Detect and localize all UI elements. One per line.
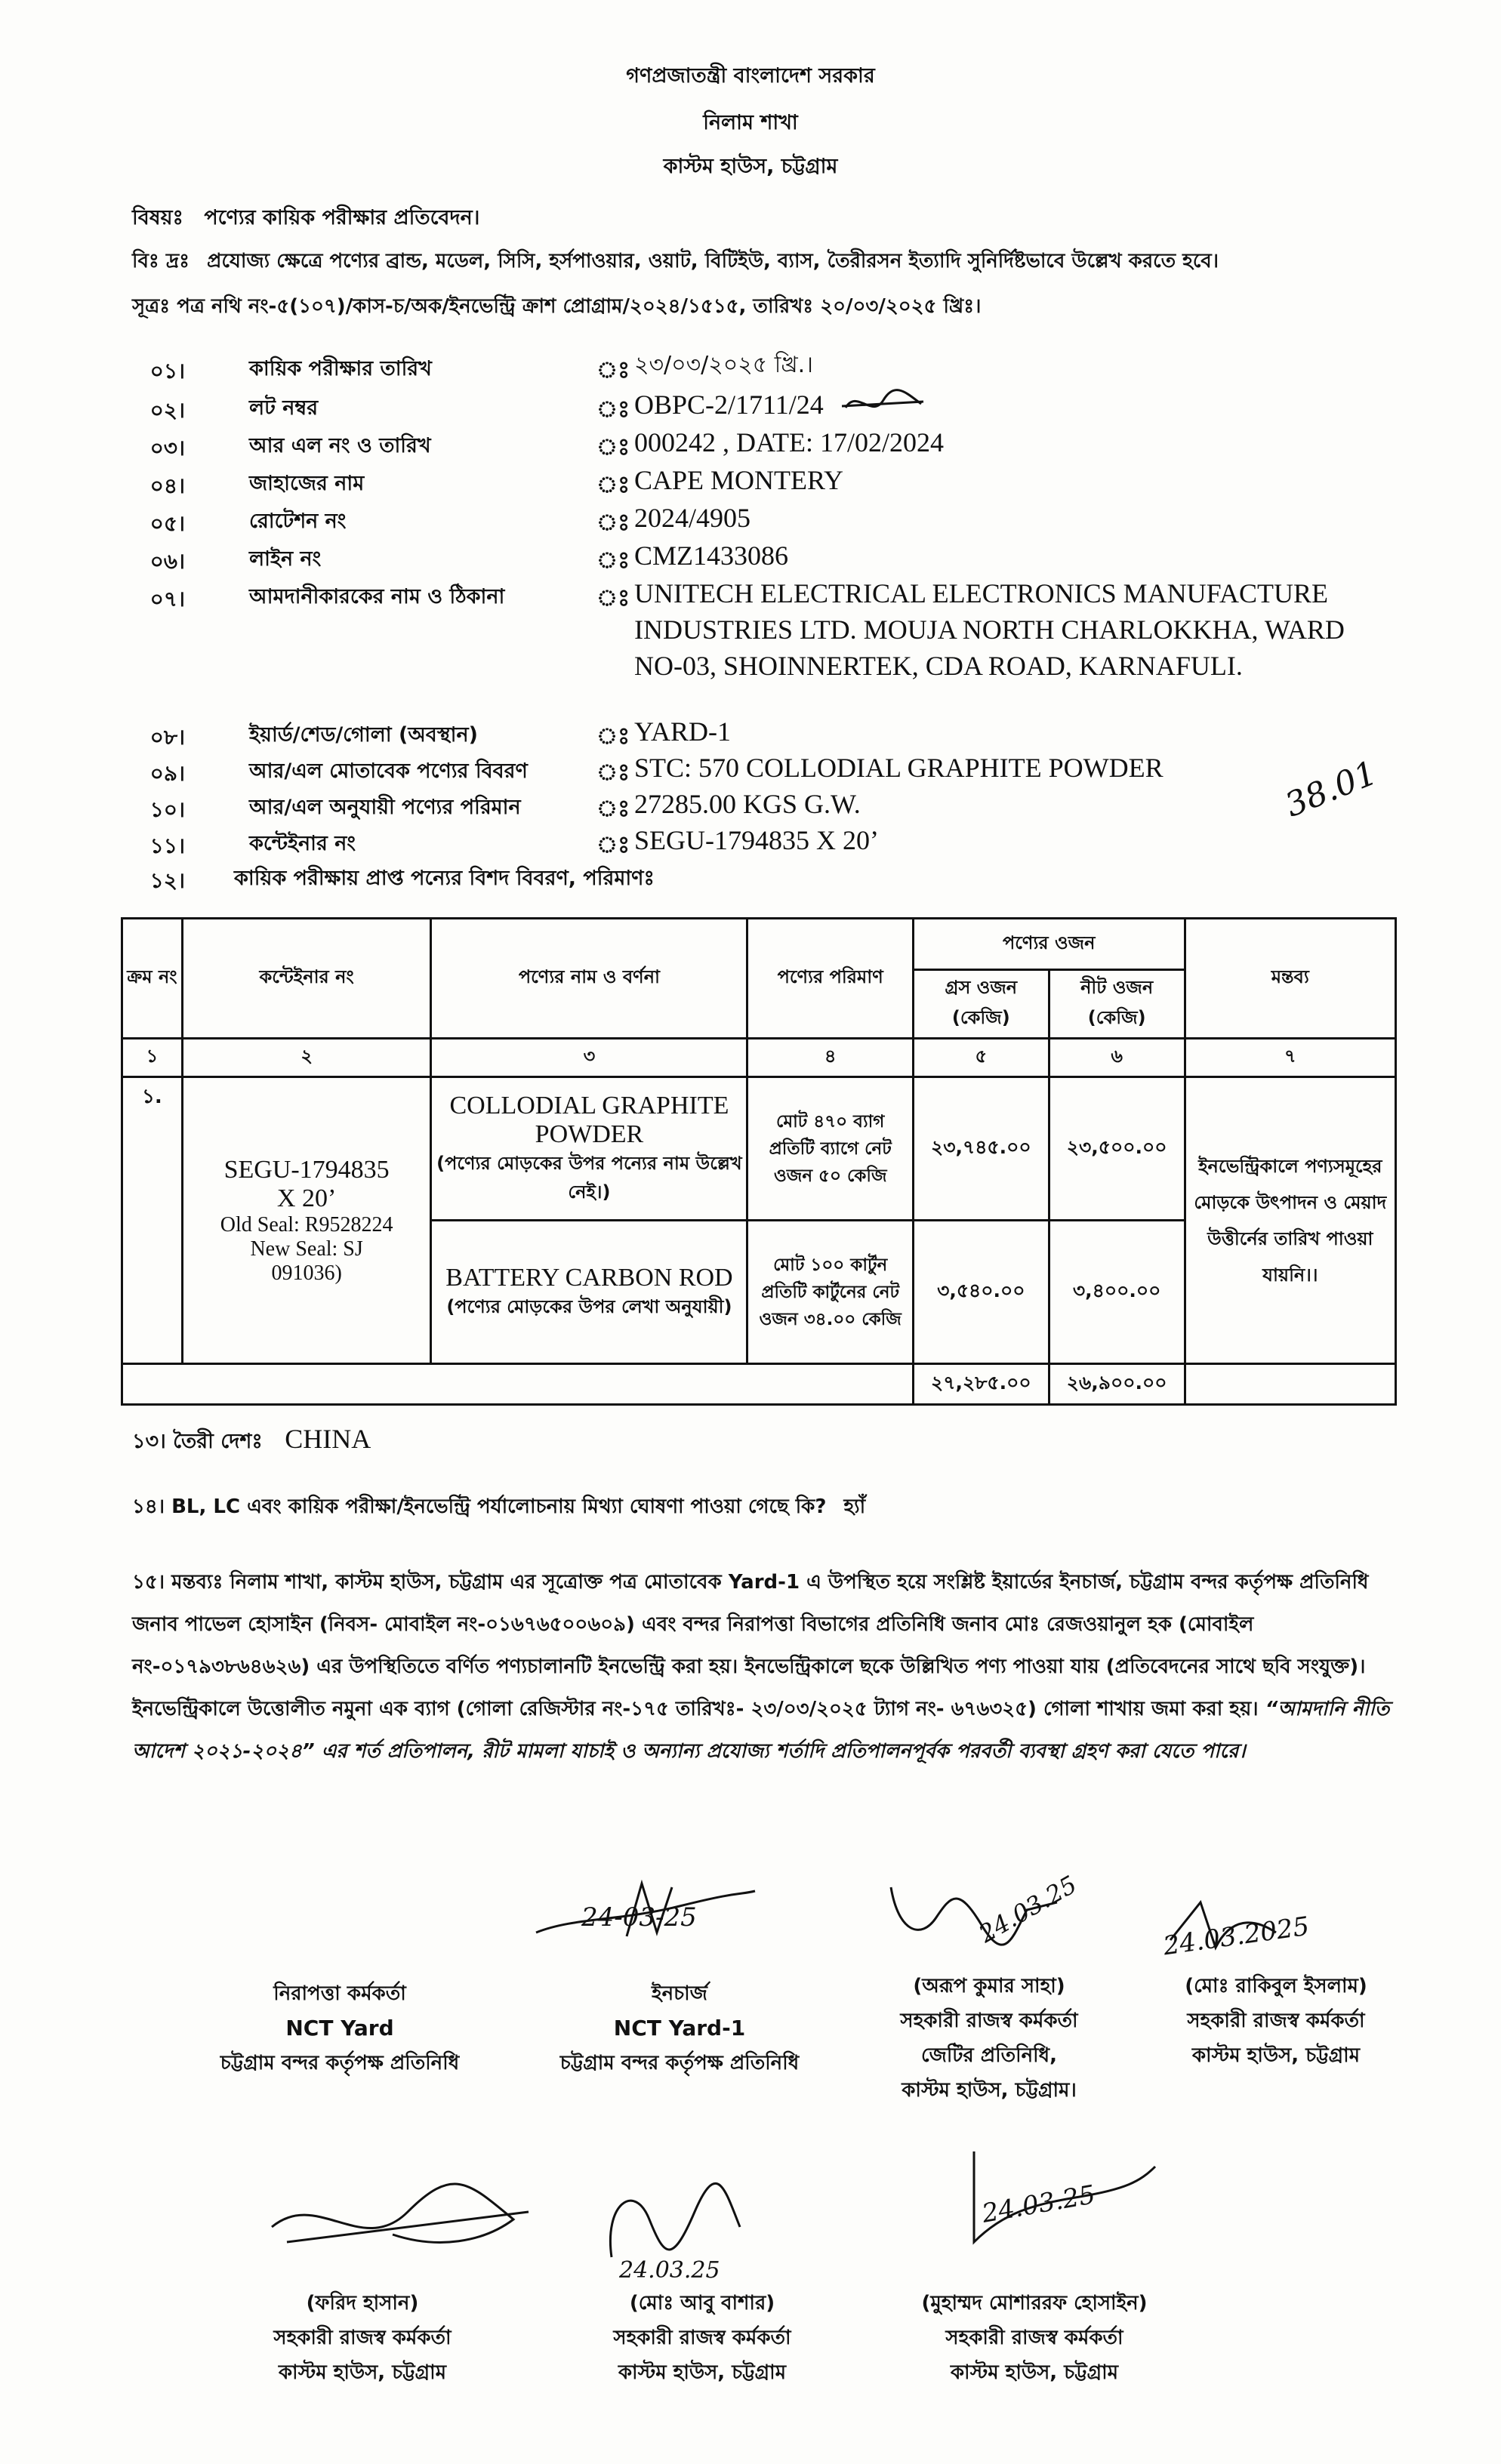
field-value-container: SEGU-1794835 X 20’ [634, 825, 879, 855]
field-value-quantity: 27285.00 KGS G.W. [634, 789, 861, 819]
field-value-rl-number: 000242 , DATE: 17/02/2024 [634, 427, 944, 457]
field-colon: ঃ [596, 434, 630, 460]
col-number: ৬ [1049, 1039, 1185, 1077]
quantity-cell: মোট ১০০ কার্টুন প্রতিটি কার্টুনের নেট ওজন ৩৪.০০ কেজি [747, 1221, 913, 1364]
col-header-quantity: পণ্যের পরিমাণ [747, 919, 913, 1039]
signatory-name: (মুহাম্মদ মোশাররফ হোসাইন) [921, 2292, 1148, 2315]
row-sl: ১. [122, 1077, 183, 1364]
gross-cell: ৩,৫৪০.০০ [913, 1221, 1049, 1364]
col-header-gross: গ্রস ওজন (কেজি) [913, 970, 1049, 1039]
field-no: ০৫। [149, 511, 185, 536]
signatory-name: (ফরিদ হাসান) [306, 2292, 419, 2315]
signatory-name: (মোঃ আবু বাশার) [629, 2292, 775, 2315]
field-value-vessel: CAPE MONTERY [634, 465, 844, 495]
field-label: লট নম্বর [249, 396, 319, 420]
field-colon: ঃ [596, 396, 630, 423]
signatory-line3: কাস্টম হাউস, চট্টগ্রাম [618, 2361, 787, 2384]
field-value-exam-date: ২৩/০৩/২০২৫ খ্রি.। [634, 352, 813, 378]
field-no: ০৬। [149, 549, 185, 574]
note-text: প্রযোজ্য ক্ষেত্রে পণ্যের ব্রান্ড, মডেল, সিসি, হর্সপাওয়ার, ওয়াট, বিটিইউ, ব্যাস, তৈরীরসন ইত্যাদি সুনির্দিষ্টভাবে উল্লেখ করতে হবে। [207, 250, 1219, 273]
field-label: রোটেশন নং [249, 510, 347, 533]
container-no: SEGU-1794835 [223, 1155, 390, 1184]
container-cell [182, 1077, 431, 1364]
field-value-lot-number: OBPC-2/1711/24 [634, 390, 824, 420]
item14-label: ১৪। BL, LC এবং কায়িক পরীক্ষা/ইনভেন্ট্রি পর্যালোচনায় মিথ্যা ঘোষণা পাওয়া গেছে কি? [132, 1495, 827, 1518]
item15-paragraph [132, 1561, 1401, 1773]
col-number: ৪ [747, 1039, 913, 1077]
net-cell: ৩,৪০০.০০ [1049, 1221, 1185, 1364]
signatory-line3: চট্টগ্রাম বন্দর কর্তৃপক্ষ প্রতিনিধি [559, 2052, 800, 2074]
field-label: জাহাজের নাম [249, 472, 365, 495]
field-no: ১২। [149, 868, 185, 893]
field-value-line-no: CMZ1433086 [634, 541, 789, 571]
total-gross: ২৭,২৮৫.০০ [913, 1364, 1049, 1405]
item14-line [132, 1491, 865, 1524]
margin-handwritten-note: 38.01 [1280, 753, 1382, 825]
field-no: ১১। [149, 833, 185, 858]
goods-desc: (পণ্যের মোড়কের উপর লেখা অনুযায়ী) [446, 1295, 732, 1317]
field-label: লাইন নং [249, 547, 322, 571]
signature-scribble [257, 2174, 544, 2280]
field-label: আর/এল মোতাবেক পণ্যের বিবরণ [249, 759, 528, 783]
quantity-cell: মোট ৪৭০ ব্যাগ প্রতিটি ব্যাগে নেট ওজন ৫০ কেজি [747, 1077, 913, 1221]
table-row [122, 1077, 1396, 1221]
field-no: ০৭। [149, 587, 185, 611]
field-no: ০৯। [149, 761, 185, 786]
signature-block-incharge [521, 1978, 838, 2081]
reference-line: সূত্রঃ পত্র নথি নং-৫(১০৭)/কাস-চ/অক/ইনভেন্ট্রি ক্রাশ প্রোগ্রাম/২০২৪/১৫১৫, তারিখঃ ২০/০৩/২০২৫ খ্রিঃ। [132, 295, 982, 318]
item15-text: ১৫। মন্তব্যঃ নিলাম শাখা, কাস্টম হাউস, চট্টগ্রাম এর সূত্রোক্ত পত্র মোতাবেক Yard-1 এ উপস্থিত হয়ে সংশ্লিষ্ট ইয়ার্ডের ইনচার্জ, চট্টগ্রাম বন্দর কর্তৃপক্ষ প্রতিনিধি জনাব পাভেল হোসাইন (নিবস- মোবাইল নং-০১৬৭৬৫০০৬০৯) এবং বন্দর নিরাপত্তা বিভাগের প্রতিনিধি জনাব মোঃ রেজওয়ানুল হক (মোবাইল নং-০১৭৯৩৮৬৪৬২৬) এর উপস্থিতিতে বর্ণিত পণ্যচালানটি ইনভেন্ট্রি করা হয়। ইনভেন্ট্রিকালে ছকে উল্লিখিত পণ্য পাওয়া যায় (প্রতিবেদনের সাথে ছবি সংযুক্ত)। ইনভেন্ট্রিকালে উত্তোলীত নমুনা এক ব্যাগ (গোলা রেজিস্টার নং-১৭৫ তারিখঃ- ২৩/০৩/২০২৫ ট্যাগ নং- ৬৭৬৩২৫) গোলা শাখায় জমা করা হয়। [132, 1571, 1369, 1720]
goods-cell [431, 1221, 747, 1364]
signatory-line2: সহকারী রাজস্ব কর্মকর্তা [945, 2327, 1123, 2349]
subject-text: পণ্যের কায়িক পরীক্ষার প্রতিবেদন। [204, 206, 480, 229]
item15-italic-text: “আমদানি নীতি আদেশ ২০২১-২০২৪” এর শর্ত প্রতিপালন, রীট মামলা যাচাই ও অন্যান্য প্রযোজ্য শর্তাদি প্রতিপালনপূর্বক পরবর্তী ব্যবস্থা গ্রহণ করা যেতে পারে। [132, 1698, 1390, 1763]
field-value-yard: YARD-1 [634, 716, 732, 747]
total-row [122, 1364, 1396, 1405]
gross-cell: ২৩,৭৪৫.০০ [913, 1077, 1049, 1221]
lot-correction-scribble [842, 385, 925, 423]
origin-value: CHINA [285, 1424, 371, 1454]
subject-line [132, 202, 479, 236]
header-section: নিলাম শাখা [703, 111, 798, 134]
signatory-line3: জেটির প্রতিনিধি, [921, 2044, 1057, 2067]
signature-block-mosharraf [868, 2287, 1200, 2390]
new-seal: New Seal: SJ 091036) [250, 1237, 363, 1285]
signature-block-jetty [846, 1970, 1133, 2108]
field-colon: ঃ [596, 585, 630, 611]
col-header-net: নীট ওজন (কেজি) [1049, 970, 1185, 1039]
signature-date: 24.03.25 [979, 2179, 1098, 2229]
signatory-line2: সহকারী রাজস্ব কর্মকর্তা [900, 2010, 1078, 2032]
container-size: X 20’ [276, 1184, 337, 1212]
signatory-name: নিরাপত্তা কর্মকর্তা [273, 1982, 406, 2005]
net-cell: ২৩,৫০০.০০ [1049, 1077, 1185, 1221]
signatory-line2: সহকারী রাজস্ব কর্মকর্তা [1187, 2010, 1365, 2032]
col-number: ৭ [1185, 1039, 1395, 1077]
subject-label: বিষয়ঃ [132, 206, 183, 229]
note-line [132, 245, 1416, 279]
field-label: কন্টেইনার নং [249, 832, 356, 855]
field-colon: ঃ [596, 547, 630, 574]
signature-block-security [189, 1978, 491, 2081]
field-no: ১০। [149, 797, 185, 822]
field-colon: ঃ [596, 510, 630, 536]
field-colon: ঃ [596, 472, 630, 498]
header-office: কাস্টম হাউস, চট্টগ্রাম [663, 155, 838, 178]
old-seal: Old Seal: R9528224 [220, 1212, 393, 1237]
field-no: ০৮। [149, 725, 185, 750]
note-label: বিঃ দ্রঃ [132, 250, 190, 273]
col-header-sl: ক্রম নং [122, 919, 183, 1039]
signatory-line3: চট্টগ্রাম বন্দর কর্তৃপক্ষ প্রতিনিধি [220, 2052, 460, 2074]
field-no: ০৩। [149, 436, 185, 460]
field-no: ০২। [149, 398, 185, 423]
field-colon: ঃ [596, 832, 630, 858]
signatory-line4: কাস্টম হাউস, চট্টগ্রাম। [902, 2079, 1077, 2102]
col-number: ১ [122, 1039, 183, 1077]
total-net: ২৬,৯০০.০০ [1049, 1364, 1185, 1405]
signature-block-bashar [559, 2287, 846, 2390]
col-number: ৫ [913, 1039, 1049, 1077]
field-label: কায়িক পরীক্ষায় প্রাপ্ত পন্যের বিশদ বিবরণ, পরিমাণঃ [234, 867, 655, 890]
signature-date: 24-03-25 [581, 1902, 697, 1933]
goods-name: BATTERY CARBON ROD [445, 1263, 733, 1292]
field-value-importer: UNITECH ELECTRICAL ELECTRONICS MANUFACTURE INDUSTRIES LTD. MOUJA NORTH CHARLOKKHA, WARD NO-03, SHOINNERTEK, CDA ROAD, KARNAFULI. [634, 578, 1345, 681]
field-colon: ঃ [596, 357, 630, 383]
field-no: ০৪। [149, 473, 185, 498]
signatory-line2: NCT Yard-1 [613, 2016, 746, 2040]
signature-date: 24.03.2025 [1161, 1911, 1311, 1962]
inventory-table [121, 917, 1397, 1406]
remarks-cell: ইনভেন্ট্রিকালে পণ্যসমূহের মোড়কে উৎপাদন ও মেয়াদ উত্তীর্নের তারিখ পাওয়া যায়নি।। [1185, 1077, 1395, 1364]
field-label: আর/এল অনুযায়ী পণ্যের পরিমান [249, 796, 521, 819]
goods-desc: (পণ্যের মোড়কের উপর পন্যের নাম উল্লেখ নেই।) [436, 1152, 742, 1203]
signatory-line3: কাস্টম হাউস, চট্টগ্রাম [1191, 2044, 1361, 2067]
field-label: আমদানীকারকের নাম ও ঠিকানা [249, 585, 505, 608]
field-colon: ঃ [596, 723, 630, 750]
signature-block-farid [219, 2287, 506, 2390]
col-header-container: কন্টেইনার নং [182, 919, 431, 1039]
signature-block-customs [1133, 1970, 1419, 2073]
col-header-weight-group: পণ্যের ওজন [913, 919, 1185, 970]
signatory-line2: NCT Yard [285, 2016, 394, 2040]
field-value-goods-desc: STC: 570 COLLODIAL GRAPHITE POWDER [634, 753, 1164, 783]
signature-date: 24.03.25 [974, 1869, 1082, 1949]
col-number: ৩ [431, 1039, 747, 1077]
col-header-remarks: মন্তব্য [1185, 919, 1395, 1039]
signature-date: 24.03.25 [619, 2257, 720, 2284]
col-header-goods: পণ্যের নাম ও বর্ণনা [431, 919, 747, 1039]
signatory-line2: সহকারী রাজস্ব কর্মকর্তা [613, 2327, 791, 2349]
signatory-name: (মোঃ রাকিবুল ইসলাম) [1185, 1975, 1367, 1997]
field-value-rotation: 2024/4905 [634, 503, 751, 533]
origin-line [132, 1423, 371, 1460]
field-no: ০১। [149, 359, 185, 383]
goods-cell [431, 1077, 747, 1221]
signatory-line3: কাস্টম হাউস, চট্টগ্রাম [278, 2361, 447, 2384]
item14-value: হ্যাঁ [843, 1495, 866, 1518]
header-govt: গণপ্রজাতন্ত্রী বাংলাদেশ সরকার [626, 64, 875, 88]
signatory-name: (অরূপ কুমার সাহা) [913, 1975, 1065, 1997]
col-number: ২ [182, 1039, 431, 1077]
field-label: কায়িক পরীক্ষার তারিখ [249, 357, 432, 380]
field-label: ইয়ার্ড/শেড/গোলা (অবস্থান) [249, 723, 478, 747]
field-colon: ঃ [596, 796, 630, 822]
signatory-line2: সহকারী রাজস্ব কর্মকর্তা [273, 2327, 452, 2349]
field-label: আর এল নং ও তারিখ [249, 434, 431, 457]
field-colon: ঃ [596, 759, 630, 786]
signatory-name: ইনচার্জ [652, 1982, 707, 2005]
column-number-row [122, 1039, 1396, 1077]
origin-label: ১৩। তৈরী দেশঃ [132, 1430, 263, 1453]
goods-name: COLLODIAL GRAPHITE POWDER [449, 1091, 729, 1148]
signatory-line3: কাস্টম হাউস, চট্টগ্রাম [950, 2361, 1119, 2384]
